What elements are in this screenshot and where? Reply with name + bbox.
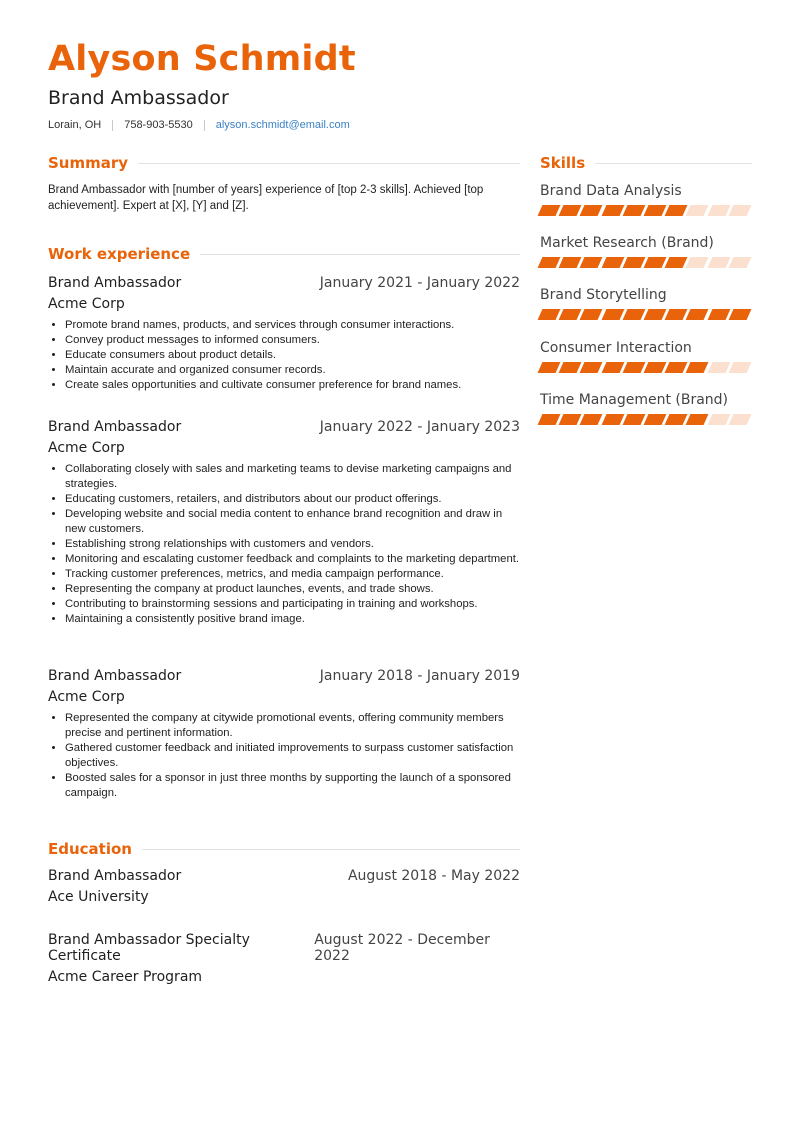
skill-item bbox=[540, 340, 752, 373]
list-item: • Boosted sales for a sponsor in just three months by supporting the launch of a sponsored campaign. bbox=[65, 771, 520, 801]
education-entry bbox=[48, 932, 520, 985]
list-item: • Educating customers, retailers, and distributors about our product offerings. bbox=[65, 492, 520, 507]
skill-segment-filled bbox=[644, 257, 667, 268]
job-entry bbox=[48, 419, 520, 627]
list-item: • Educate consumers about product details. bbox=[65, 348, 520, 363]
skill-level-bar bbox=[540, 309, 752, 320]
skill-segment-filled bbox=[559, 309, 582, 320]
skill-level-bar bbox=[540, 362, 752, 373]
skill-segment-filled bbox=[601, 309, 624, 320]
list-item: • Gathered customer feedback and initiated improvements to surpass customer satisfaction objectives. bbox=[65, 741, 520, 771]
skill-segment-filled bbox=[644, 309, 667, 320]
skill-segment-filled bbox=[538, 362, 561, 373]
degree: Brand Ambassador Specialty Certificate bbox=[48, 932, 250, 964]
skill-name: Consumer Interaction bbox=[540, 340, 692, 356]
skill-segment-filled bbox=[622, 414, 645, 425]
school: Ace University bbox=[48, 889, 149, 905]
summary-heading bbox=[48, 154, 520, 172]
job-role: Brand Ambassador bbox=[48, 668, 182, 684]
location: Lorain, OH bbox=[48, 119, 102, 131]
job-company: Acme Corp bbox=[48, 296, 125, 312]
skill-name: Time Management (Brand) bbox=[540, 392, 729, 408]
education-heading bbox=[48, 840, 520, 858]
candidate-name: Alyson Schmidt bbox=[48, 39, 356, 79]
skill-segment-filled bbox=[686, 362, 709, 373]
skill-segment-empty bbox=[686, 257, 709, 268]
list-item: • Collaborating closely with sales and marketing teams to devise marketing campaigns and strategies. bbox=[65, 462, 520, 492]
skill-level-bar bbox=[540, 414, 752, 425]
list-item: • Representing the company at product launches, events, and trade shows. bbox=[65, 582, 520, 597]
skill-name: Market Research (Brand) bbox=[540, 235, 714, 251]
list-item: • Establishing strong relationships with customers and vendors. bbox=[65, 537, 520, 552]
skill-segment-filled bbox=[559, 257, 582, 268]
skill-segment-filled bbox=[601, 362, 624, 373]
skill-segment-empty bbox=[707, 205, 730, 216]
skill-name: Brand Data Analysis bbox=[540, 183, 682, 199]
section-title: Summary bbox=[48, 154, 129, 172]
skill-segment-filled bbox=[686, 414, 709, 425]
job-dates: January 2018 - January 2019 bbox=[319, 668, 520, 684]
section-rule bbox=[142, 849, 520, 850]
skill-item bbox=[540, 392, 752, 425]
skill-segment-filled bbox=[707, 309, 730, 320]
skill-segment-filled bbox=[644, 205, 667, 216]
skill-segment-filled bbox=[665, 205, 688, 216]
skills-heading bbox=[540, 154, 752, 172]
job-bullets bbox=[48, 711, 520, 801]
school: Acme Career Program bbox=[48, 969, 203, 985]
skill-segment-filled bbox=[538, 205, 561, 216]
summary-text: Brand Ambassador with [number of years] experience of [top 2-3 skills]. Achieved [top achievement]. Expert at [X], [Y] and [Z]. bbox=[48, 184, 484, 212]
list-item: • Convey product messages to informed consumers. bbox=[65, 333, 520, 348]
job-role: Brand Ambassador bbox=[48, 419, 182, 435]
skill-item bbox=[540, 183, 752, 216]
skill-segment-filled bbox=[559, 414, 582, 425]
skill-segment-empty bbox=[707, 362, 730, 373]
skill-segment-empty bbox=[728, 362, 751, 373]
section-rule bbox=[138, 163, 520, 164]
skill-segment-filled bbox=[665, 309, 688, 320]
list-item: • Tracking customer preferences, metrics, and media campaign performance. bbox=[65, 567, 520, 582]
section-rule bbox=[595, 163, 752, 164]
skill-segment-filled bbox=[601, 257, 624, 268]
skill-segment-filled bbox=[538, 309, 561, 320]
skill-segment-filled bbox=[559, 205, 582, 216]
skill-item bbox=[540, 287, 752, 320]
list-item: • Promote brand names, products, and services through consumer interactions. bbox=[65, 318, 520, 333]
job-entry bbox=[48, 668, 520, 801]
skill-segment-filled bbox=[559, 362, 582, 373]
list-item: • Contributing to brainstorming sessions and participating in training and workshops. bbox=[65, 597, 520, 612]
list-item: • Maintain accurate and organized consumer records. bbox=[65, 363, 520, 378]
job-company: Acme Corp bbox=[48, 689, 125, 705]
list-item: • Represented the company at citywide promotional events, offering community members precise and pertinent information. bbox=[65, 711, 520, 741]
skill-segment-filled bbox=[580, 414, 603, 425]
job-company: Acme Corp bbox=[48, 440, 125, 456]
education-dates: August 2018 - May 2022 bbox=[347, 868, 520, 884]
skill-segment-filled bbox=[580, 205, 603, 216]
list-item: • Monitoring and escalating customer feedback and complaints to the marketing department. bbox=[65, 552, 520, 567]
skill-segment-filled bbox=[665, 362, 688, 373]
skill-segment-filled bbox=[580, 257, 603, 268]
job-role: Brand Ambassador bbox=[48, 275, 182, 291]
skill-segment-filled bbox=[538, 414, 561, 425]
skill-segment-filled bbox=[601, 205, 624, 216]
skill-level-bar bbox=[540, 257, 752, 268]
skill-segment-empty bbox=[728, 205, 751, 216]
skill-segment-filled bbox=[622, 205, 645, 216]
skill-segment-empty bbox=[728, 414, 751, 425]
skill-segment-filled bbox=[580, 362, 603, 373]
contact-line bbox=[48, 119, 350, 131]
skill-name: Brand Storytelling bbox=[540, 287, 667, 303]
job-entry bbox=[48, 275, 520, 393]
skill-segment-filled bbox=[622, 257, 645, 268]
skill-segment-filled bbox=[728, 309, 751, 320]
skill-segment-filled bbox=[665, 257, 688, 268]
divider bbox=[112, 120, 113, 131]
skill-segment-filled bbox=[622, 362, 645, 373]
list-item: • Maintaining a consistently positive brand image. bbox=[65, 612, 520, 627]
skill-segment-filled bbox=[601, 414, 624, 425]
skill-segment-empty bbox=[686, 205, 709, 216]
skill-segment-filled bbox=[686, 309, 709, 320]
section-title: Education bbox=[48, 840, 132, 858]
job-dates: January 2022 - January 2023 bbox=[319, 419, 520, 435]
section-rule bbox=[200, 254, 520, 255]
skill-level-bar bbox=[540, 205, 752, 216]
experience-heading bbox=[48, 245, 520, 263]
skill-segment-empty bbox=[707, 257, 730, 268]
education-entry bbox=[48, 868, 520, 905]
divider bbox=[204, 120, 205, 131]
skill-item bbox=[540, 235, 752, 268]
job-dates: January 2021 - January 2022 bbox=[319, 275, 520, 291]
section-title: Work experience bbox=[48, 245, 191, 263]
degree: Brand Ambassador bbox=[48, 868, 182, 884]
skill-segment-filled bbox=[580, 309, 603, 320]
skill-segment-empty bbox=[707, 414, 730, 425]
candidate-title: Brand Ambassador bbox=[48, 87, 229, 109]
skill-segment-filled bbox=[538, 257, 561, 268]
email-link[interactable]: alyson.schmidt@email.com bbox=[215, 119, 350, 131]
education-dates: August 2022 - December 2022 bbox=[314, 932, 490, 964]
skill-segment-filled bbox=[622, 309, 645, 320]
section-title: Skills bbox=[540, 154, 586, 172]
list-item: • Create sales opportunities and cultivate consumer preference for brand names. bbox=[65, 378, 520, 393]
skill-segment-filled bbox=[644, 414, 667, 425]
skill-segment-filled bbox=[665, 414, 688, 425]
skill-segment-empty bbox=[728, 257, 751, 268]
job-bullets bbox=[48, 462, 520, 627]
skill-segment-filled bbox=[644, 362, 667, 373]
list-item: • Developing website and social media content to enhance brand recognition and draw in new customers. bbox=[65, 507, 520, 537]
phone: 758-903-5530 bbox=[124, 119, 193, 131]
job-bullets bbox=[48, 318, 520, 393]
